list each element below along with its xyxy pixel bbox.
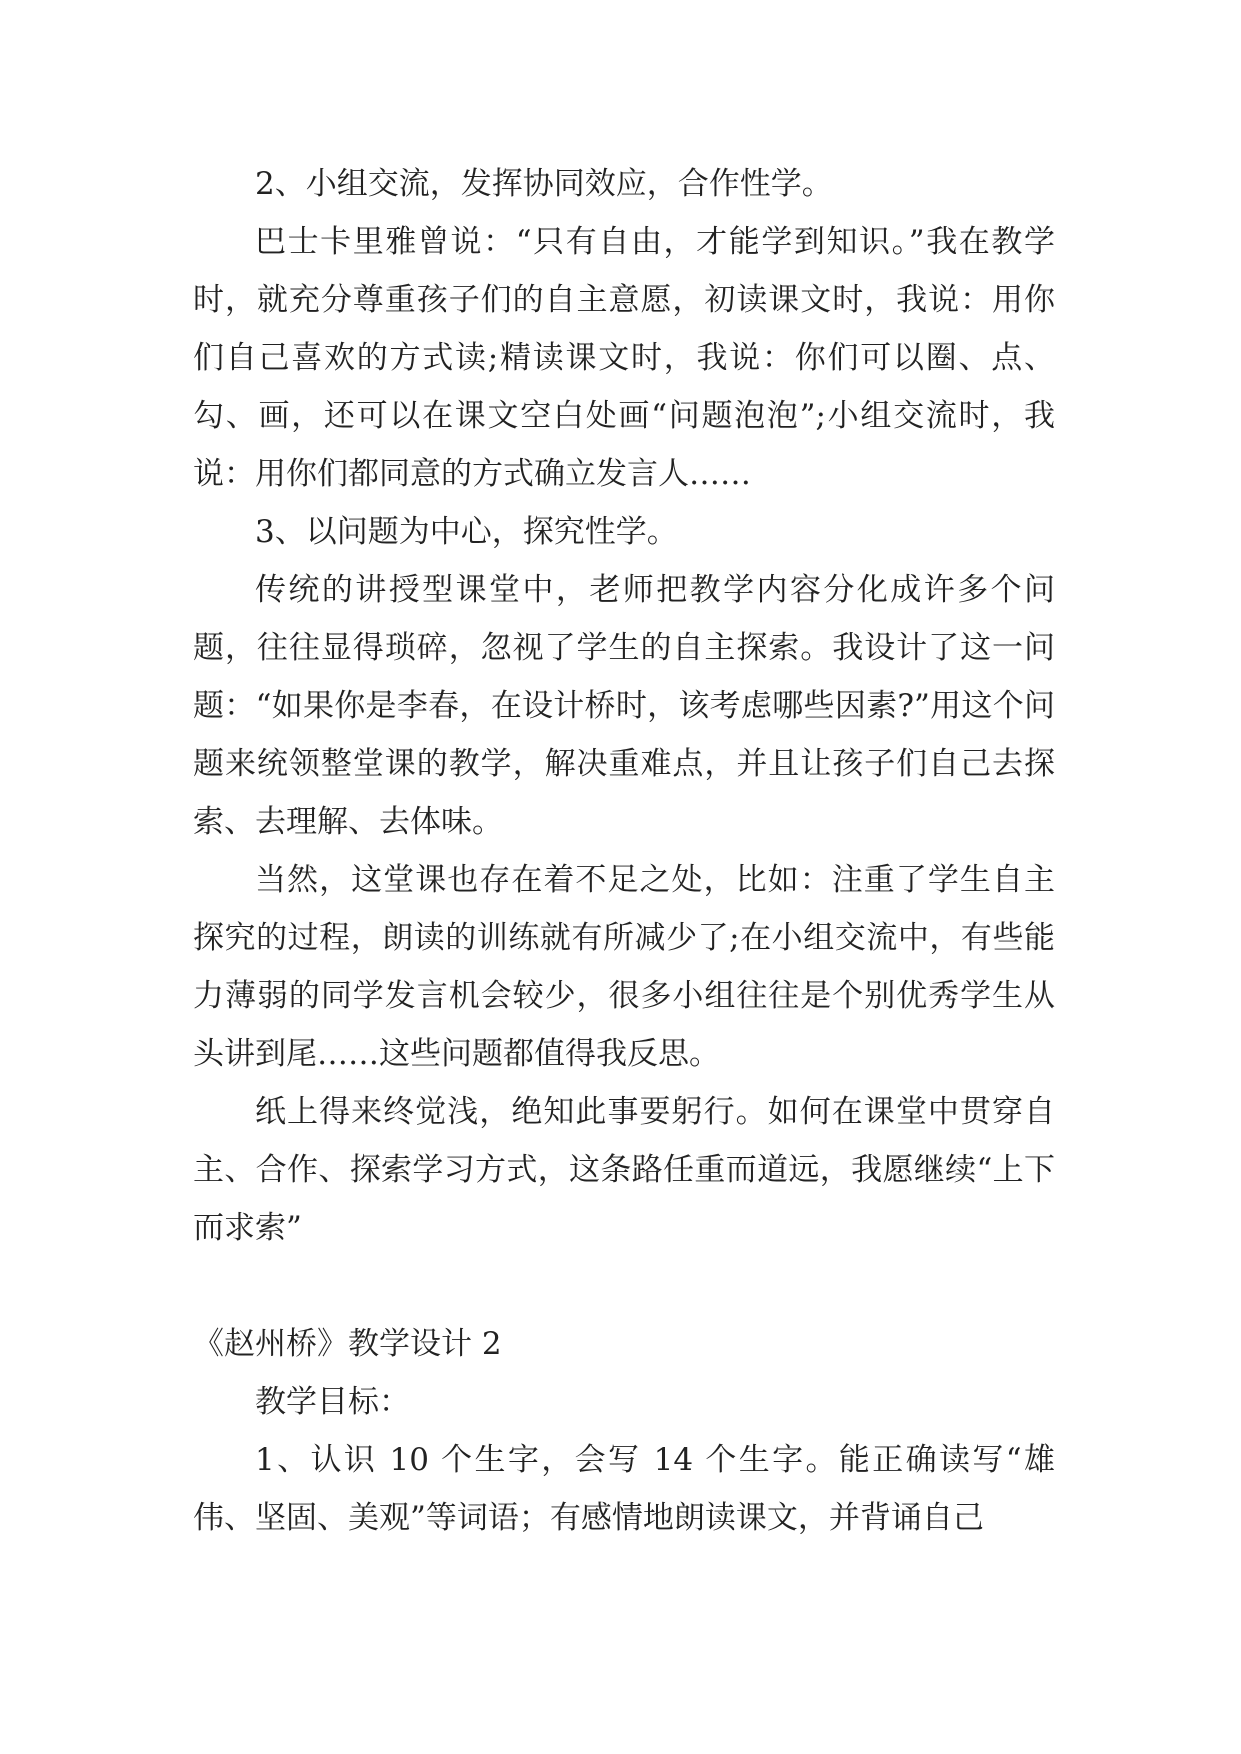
paragraph-traditional-class: 传统的讲授型课堂中，老师把教学内容分化成许多个问题，往往显得琐碎，忽视了学生的自主探索。我设计了这一问题：“如果你是李春，在设计桥时，该考虑哪些因素?”用这个问题来统领整堂课的教学，解决重难点，并且让孩子们自己去探索、去理解、去体味。	[193, 572, 1055, 840]
paragraph-freedom-quote: 巴士卡里雅曾说：“只有自由，才能学到知识。”我在教学时，就充分尊重孩子们的自主意愿，初读课文时，我说：用你们自己喜欢的方式读;精读课文时，我说：你们可以圈、点、勾、画，还可以在课文空白处画“问题泡泡”;小组交流时，我说：用你们都同意的方式确立发言人……	[193, 224, 1055, 492]
paragraph-goal-1: 1、认识 10 个生字，会写 14 个生字。能正确读写“雄伟、坚固、美观”等词语；有感情地朗读课文，并背诵自己	[193, 1442, 1055, 1536]
paragraph-teaching-goals: 教学目标：	[255, 1384, 410, 1420]
paragraph-conclusion: 纸上得来终觉浅，绝知此事要躬行。如何在课堂中贯穿自主、合作、探索学习方式，这条路任重而道远，我愿继续“上下而求索”	[193, 1094, 1055, 1246]
paragraph-group-work: 2、小组交流，发挥协同效应，合作性学。	[255, 166, 833, 202]
paragraph-shortcomings: 当然，这堂课也存在着不足之处，比如：注重了学生自主探究的过程，朗读的训练就有所减少了;在小组交流中，有些能力薄弱的同学发言机会较少，很多小组往往是个别优秀学生从头讲到尾……这些问题都值得我反思。	[193, 862, 1055, 1072]
document-body	[193, 155, 1055, 1547]
paragraph-problem-centered: 3、以问题为中心，探究性学。	[255, 514, 678, 550]
section-title: 《赵州桥》教学设计 2	[193, 1326, 502, 1362]
